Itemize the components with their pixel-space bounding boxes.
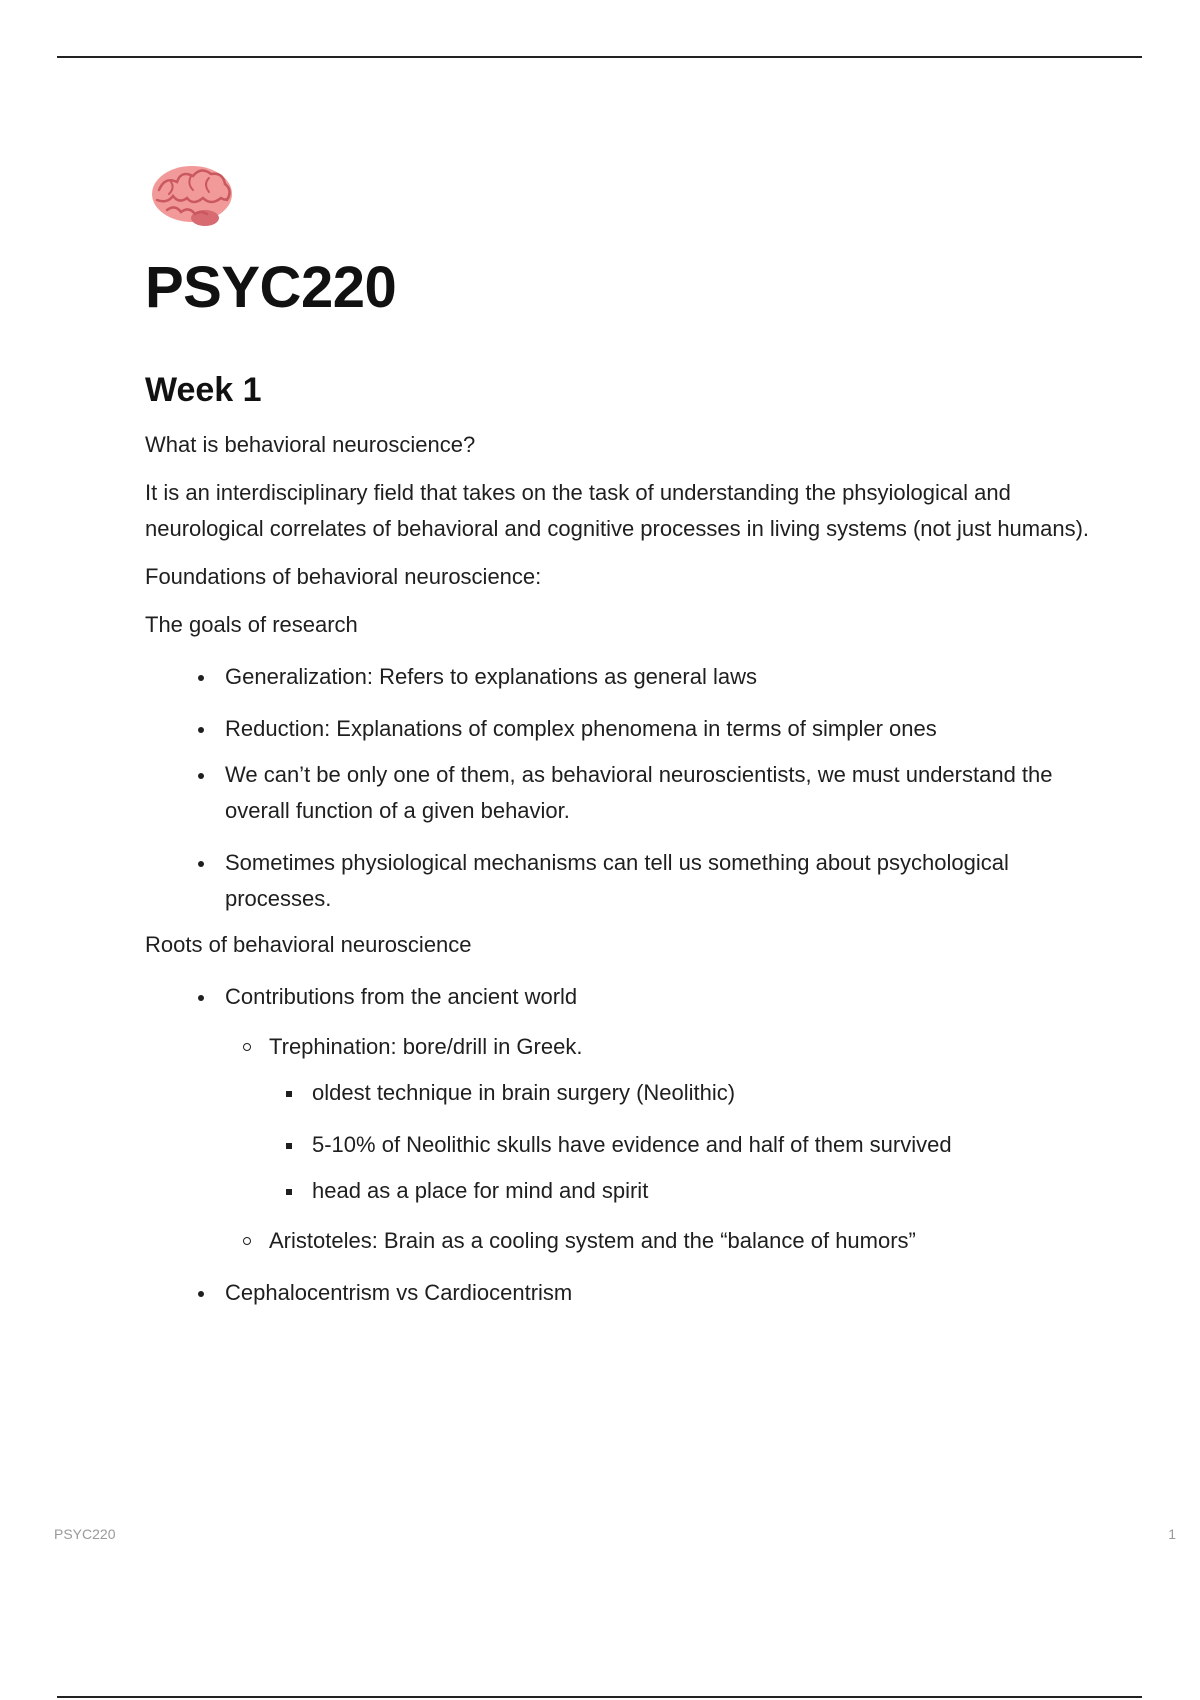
list-item: Cephalocentrism vs Cardiocentrism <box>145 1275 1095 1311</box>
list-item: head as a place for mind and spirit <box>269 1173 1095 1209</box>
roots-item-ancient: Contributions from the ancient world <box>225 984 578 1010</box>
bottom-rule <box>57 1696 1142 1698</box>
list-item: Sometimes physiological mechanisms can tell us something about psychological processes. <box>145 845 1095 917</box>
list-item: Generalization: Refers to explanations as general laws <box>145 659 1095 695</box>
trephination-details <box>269 1075 1095 1209</box>
roots-list <box>145 979 1095 1311</box>
list-item: 5-10% of Neolithic skulls have evidence and half of them survived <box>269 1127 1095 1163</box>
definition-paragraph: It is an interdisciplinary field that takes on the task of understanding the phsyiological and neurological correlates of behavioral and cognitive processes in living systems (not just humans). <box>145 480 1090 542</box>
list-item: We can’t be only one of them, as behavioral neuroscientists, we must understand the overall function of a given behavior. <box>145 757 1095 829</box>
list-item: oldest technique in brain surgery (Neolithic) <box>269 1075 1095 1111</box>
goals-label: The goals of research <box>145 612 358 638</box>
section-heading-week1: Week 1 <box>145 370 262 409</box>
goals-list <box>145 659 1095 917</box>
footer-page-number: 1 <box>1168 1526 1176 1542</box>
ancient-sublist <box>225 1029 1095 1259</box>
intro-question: What is behavioral neuroscience? <box>145 432 476 458</box>
list-item <box>145 979 1095 1259</box>
list-item: Aristoteles: Brain as a cooling system and the “balance of humors” <box>225 1223 1095 1259</box>
top-rule <box>57 56 1142 58</box>
footer-course-label: PSYC220 <box>54 1526 116 1542</box>
brain-icon <box>147 160 237 232</box>
trephination-item: Trephination: bore/drill in Greek. <box>269 1034 583 1060</box>
document-body <box>145 160 1095 1327</box>
list-item <box>225 1029 1095 1209</box>
page-title: PSYC220 <box>145 255 397 320</box>
list-item: Reduction: Explanations of complex phenomena in terms of simpler ones <box>145 711 1095 747</box>
roots-label: Roots of behavioral neuroscience <box>145 932 472 958</box>
foundations-label: Foundations of behavioral neuroscience: <box>145 564 542 590</box>
